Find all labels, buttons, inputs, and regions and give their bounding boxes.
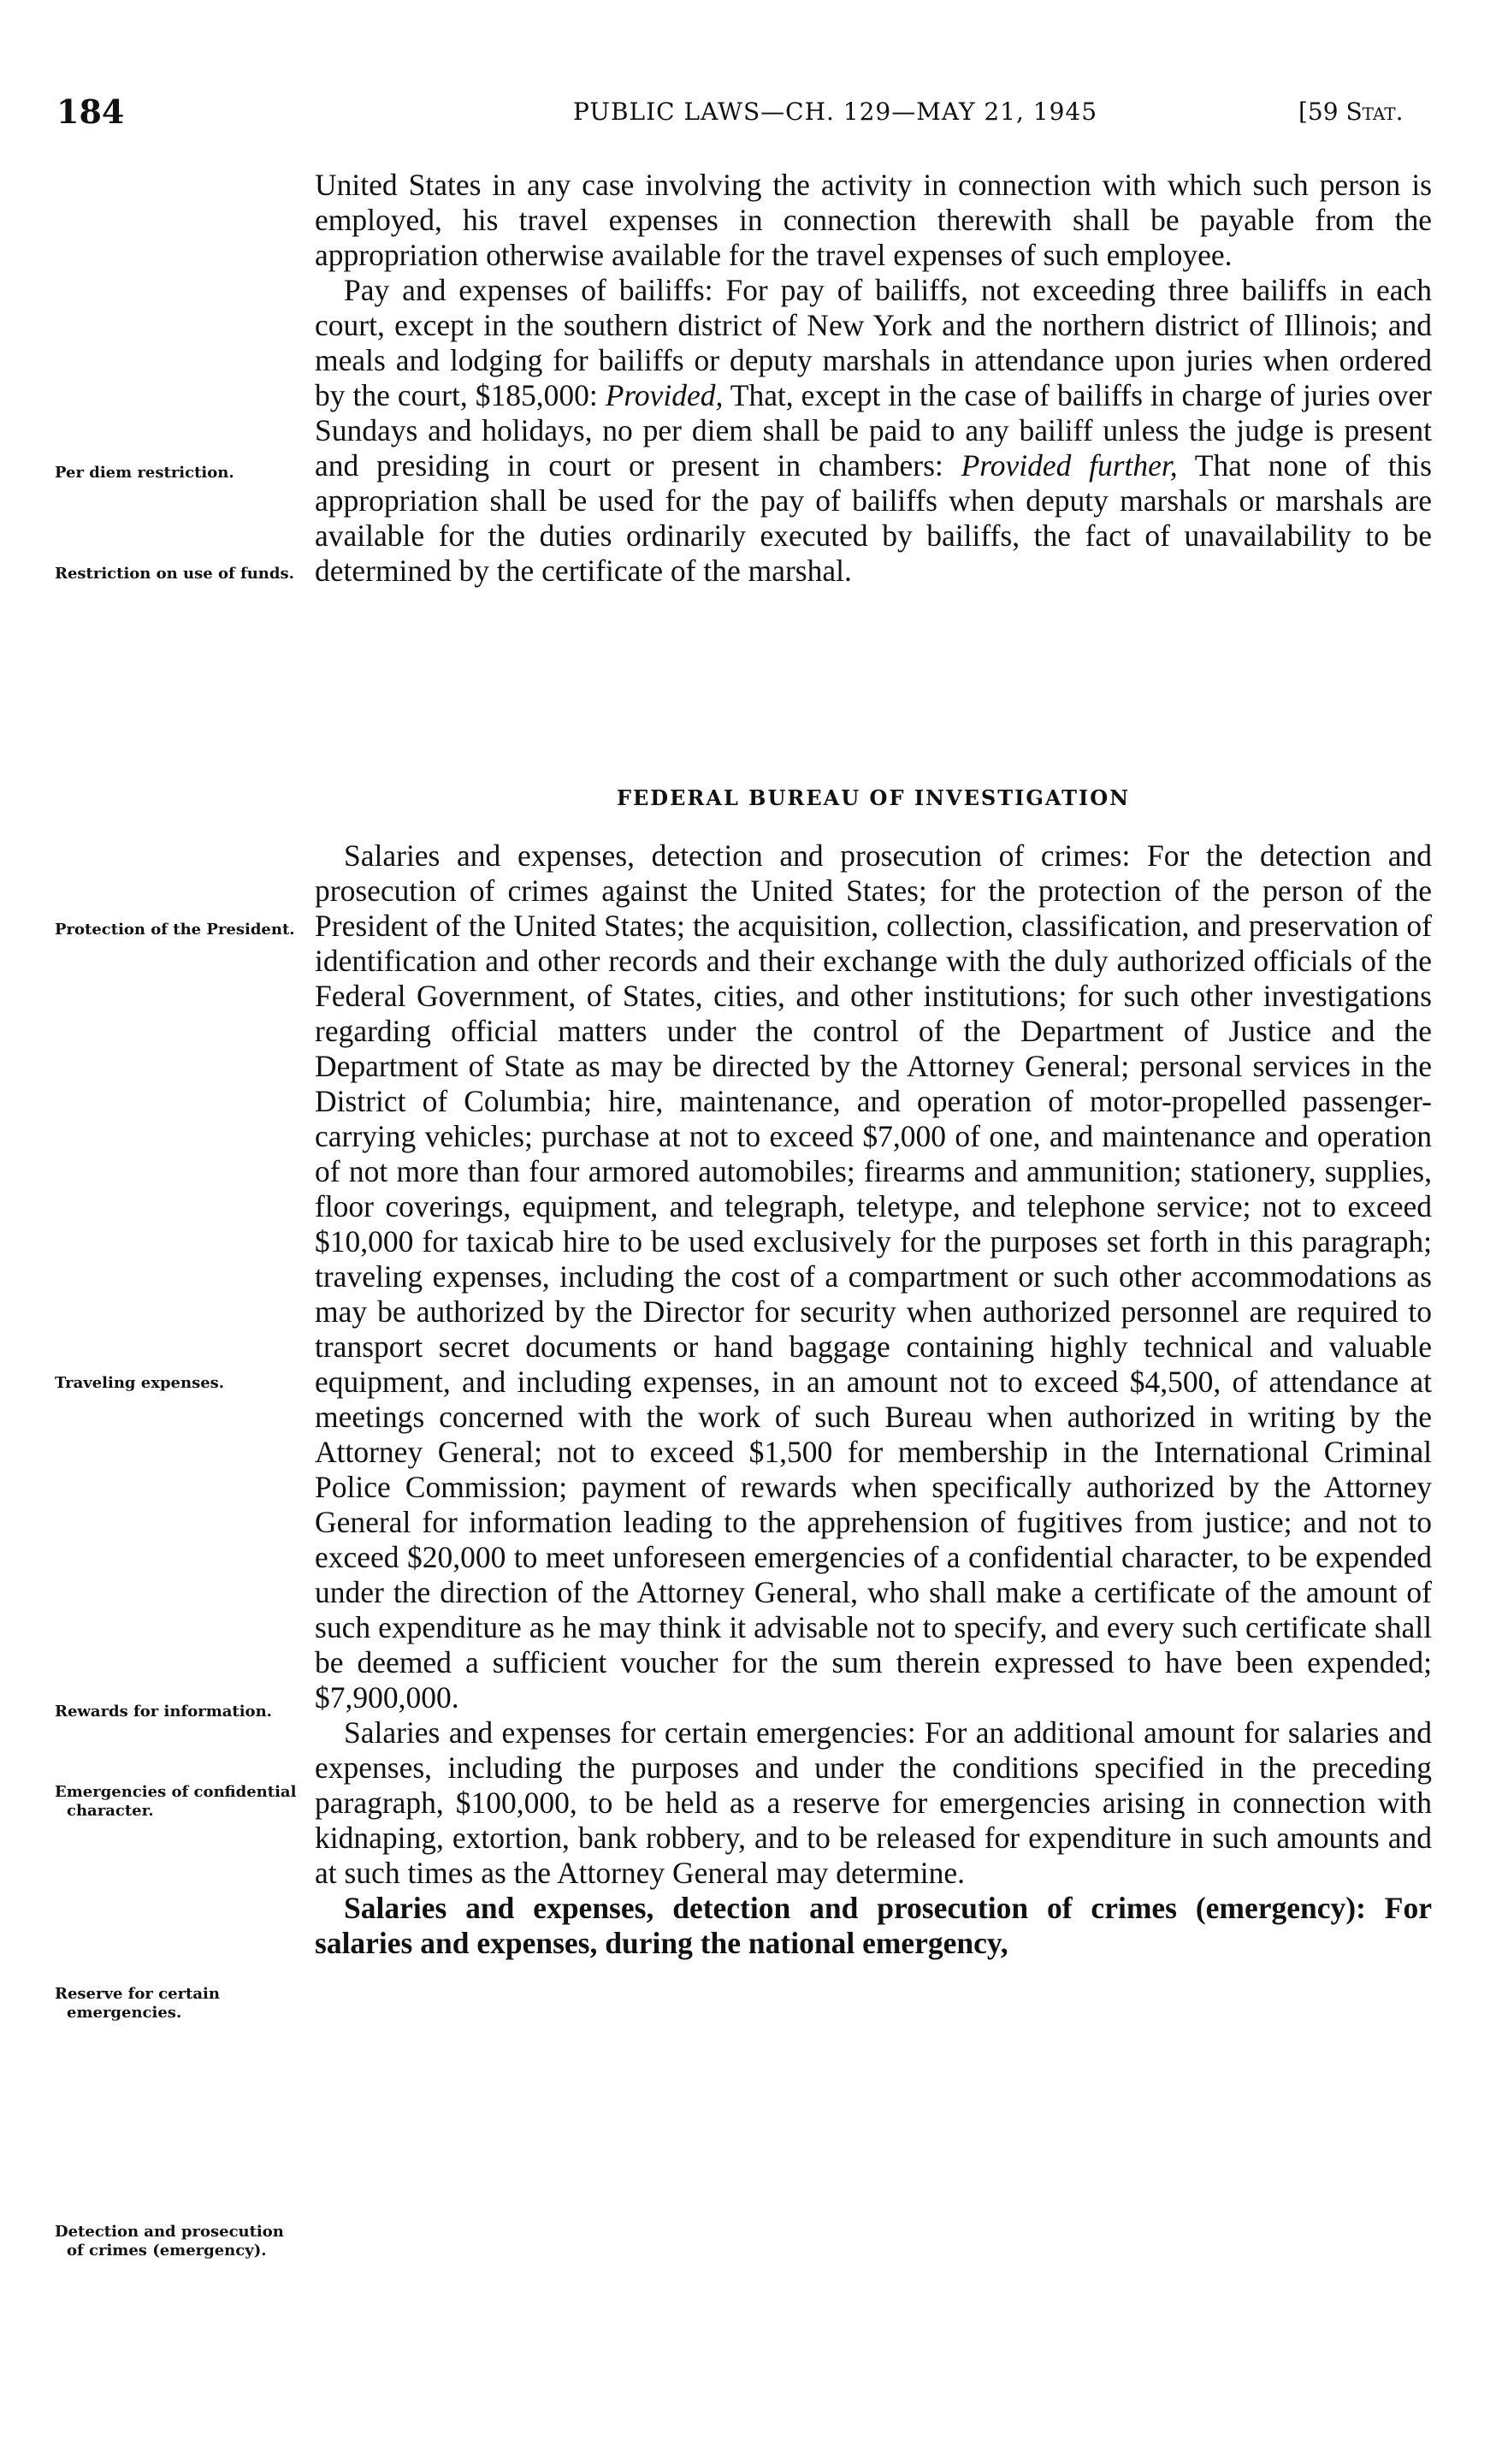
bailiffs-text-b: That, except in the case of bailiffs in charge of juries over Sundays and holidays, no per diem shall be paid to any bailiff unless the judge is present and presiding in court or present in chambers:: [315, 378, 1432, 483]
body-block-upper: [315, 168, 1432, 589]
paragraph-bailiffs: [315, 273, 1432, 589]
provided-further-label: Provided further,: [961, 448, 1178, 483]
provided-label: Provided,: [605, 378, 724, 412]
margin-note-rewards: Rewards for information.: [55, 1703, 272, 1721]
margin-note-reserve-emergencies: Reserve for certain emergencies.: [55, 1985, 220, 2022]
paragraph-emergency-crimes: Salaries and expenses, detection and prosecution of crimes (emergency): For salaries and expenses, during the national emergency,: [315, 1891, 1432, 1960]
page-header: [0, 92, 1502, 135]
paragraph-travel-expenses: United States in any case involving the activity in connection with which such person is employed, his travel expenses in connection therewith shall be payable from the appropriation otherwise available for the travel expenses of such employee.: [315, 168, 1432, 272]
margin-note-confidential-emergencies: Emergencies of confidential character.: [55, 1783, 297, 1820]
body-block-lower: [315, 838, 1432, 1961]
margin-note-detection-emergency: Detection and prosecution of crimes (emergency).: [55, 2223, 284, 2260]
running-title: PUBLIC LAWS—CH. 129—MAY 21, 1945: [573, 98, 1098, 126]
section-heading-fbi: FEDERAL BUREAU OF INVESTIGATION: [616, 785, 1131, 810]
margin-note-traveling-expenses: Traveling expenses.: [55, 1374, 225, 1392]
margin-note-restriction-funds: Restriction on use of funds.: [55, 565, 294, 583]
bailiffs-text-a: Pay and expenses of bailiffs: For pay of bailiffs, not exceeding three bailiffs in each court, except in the southern district of New York and the northern district of Illinois; and meals and lodging for bailiffs or deputy marshals in attendance upon juries when ordered by the court, $185,000:: [315, 273, 1432, 412]
margin-note-protection-president: Protection of the President.: [55, 921, 295, 939]
page-number: 184: [56, 92, 125, 131]
statute-reference: [59 Stat.: [1298, 98, 1404, 126]
paragraph-detection-prosecution: Salaries and expenses, detection and prosecution of crimes: For the detection and prosecution of crimes against the United States; for the protection of the person of the President of the United States; the acquisition, collection, classification, and preservation of identification and other records and their exchange with the duly authorized officials of the Federal Government, of States, cities, and other institutions; for such other investigations regarding official matters under the control of the Department of Justice and the Department of State as may be directed by the Attorney General; personal services in the District of Columbia; hire, maintenance, and operation of motor-propelled passenger-carrying vehicles; purchase at not to exceed $7,000 of one, and maintenance and operation of not more than four armored automobiles; firearms and ammunition; stationery, supplies, floor coverings, equipment, and telegraph, teletype, and telephone service; not to exceed $10,000 for taxicab hire to be used exclusively for the purposes set forth in this paragraph; traveling expenses, including the cost of a compartment or such other accommodations as may be authorized by the Director for security when authorized personnel are required to transport secret documents or hand baggage containing highly technical and valuable equipment, and including expenses, in an amount not to exceed $4,500, of attendance at meetings concerned with the work of such Bureau when authorized in writing by the Attorney General; not to exceed $1,500 for membership in the International Criminal Police Commission; payment of rewards when specifically authorized by the Attorney General for information leading to the apprehension of fugitives from justice; and not to exceed $20,000 to meet unforeseen emergencies of a confidential character, to be expended under the direction of the Attorney General, who shall make a certificate of the amount of such expenditure as he may think it advisable not to specify, and every such certificate shall be deemed a sufficient voucher for the sum therein expressed to have been expended; $7,900,000.: [315, 838, 1432, 1715]
bailiffs-text-c: That none of this appropriation shall be used for the pay of bailiffs when deputy marshals or marshals are available for the duties ordinarily executed by bailiffs, the fact of unavailability to be determined by the certificate of the marshal.: [315, 448, 1432, 588]
margin-note-per-diem: Per diem restriction.: [55, 464, 234, 482]
paragraph-certain-emergencies: Salaries and expenses for certain emergencies: For an additional amount for salaries and expenses, including the purposes and under the conditions specified in the preceding paragraph, $100,000, to be held as a reserve for emergencies arising in connection with kidnaping, extortion, bank robbery, and to be released for expenditure in such amounts and at such times as the Attorney General may determine.: [315, 1715, 1432, 1890]
